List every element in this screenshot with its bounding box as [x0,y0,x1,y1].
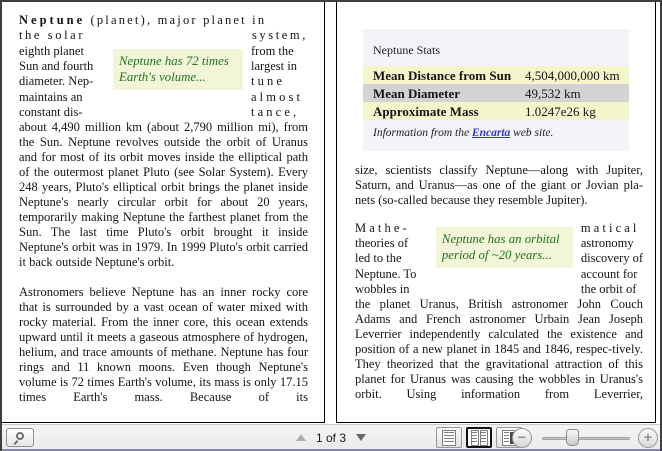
line-fragment: diameter. Nep- [19,74,94,89]
line-fragment: largest in [251,59,297,74]
article-title-word: Neptune [19,13,86,27]
paragraph: about 4,490 million km (about 2,790 million mi), from the Sun. Neptune revolves outside the orbit of Uranus and for most of its orbit moves inside the elliptical path of the outermost planet Pluto (see Solar System). Every 248 years, Pluto's elliptical orbit brings the planet inside Neptune's nearly circular orbit for about 20 years, temporarily making Neptune the farthest planet from the Sun. The last time Pluto's orbit brought it inside Neptune's orbit was in 1979. In 1999 Pluto's orbit carried it back outside Neptune's orbit. [19,120,308,270]
justified-line [19,28,308,43]
line-fragment: the orbit of [580,281,637,296]
line-fragment: the solar [19,28,86,42]
line-fragment: system, [251,28,308,42]
caption-text: Information from the [373,127,472,139]
paragraph: the planet Uranus, British astronomer John Couch Adams and French astronomer Urbain Jean Joseph Leverrier independently calculated the existence and position of a new planet in 1845 and 1846, respec-tively. They theorized that the gravitational attraction of this planet for Uranus was causing the wobbles in Uranus's orbit. Using information from Leverrier, [355,297,643,402]
single-page-view-button[interactable] [436,427,462,448]
text-wrap-region [19,44,308,120]
two-page-icon [471,430,488,446]
stats-label: Mean Distance from Sun [373,67,512,83]
zoom-slider-thumb[interactable] [566,429,579,446]
previous-page-icon[interactable] [296,434,306,441]
stats-caption [373,126,629,141]
line-fragment: maintains an [19,89,83,104]
stats-row [363,84,629,102]
first-line-rest: (planet), major planet in [85,13,267,27]
line-fragment: account for [580,266,638,281]
line-fragment: eighth planet [19,44,84,58]
search-button[interactable] [6,428,34,447]
status-bar [2,424,660,451]
line-fragment: constant dis- [19,104,83,119]
zoom-slider-track[interactable] [542,437,630,440]
line-fragment: led to the [355,251,402,266]
zoom-out-button[interactable]: − [512,428,532,448]
line-fragment: theories of [355,236,409,251]
two-page-view-button[interactable] [466,427,492,448]
wrap-column-right [581,221,643,297]
paragraph: Astronomers believe Neptune has an inner rocky core that is surrounded by a vast ocean of water mixed with rocky material. From the inner core, this ocean extends upward until it meets a gaseous atmosphere of hydrogen, helium, and trace amounts of methane. Neptune has four rings and 11 known moons. Even though Neptune's volume is 72 times Earth's volume, its mass is only 17.15 times Earth's mass. Because of its [19,285,308,405]
pull-quote: Neptune has 72 times Earth's volume... [113,49,243,90]
line-fragment: Neptune. To [355,266,417,281]
paragraph-spacer [19,270,308,285]
stats-row [363,102,629,120]
magnifier-handle-icon [14,440,19,445]
line-fragment: wobbles in [355,281,410,296]
line-fragment: discovery of [580,251,643,266]
line-fragment: a l m o s t [251,89,300,104]
stats-label: Approximate Mass [373,103,479,119]
stats-row [363,66,629,84]
line-fragment: Sun and fourth [19,59,94,74]
zoom-control [510,427,660,449]
wrap-column-left [355,221,432,297]
text-wrap-region [355,221,643,297]
single-page-icon [442,430,456,446]
line-fragment: astronomy [580,236,634,251]
line-fragment: t a n c e , [251,104,297,119]
stats-value: 4,504,000,000 km [525,67,620,83]
magnifier-icon [16,432,24,440]
caption-text: web site. [510,127,554,139]
zoom-in-button[interactable]: + [638,428,658,448]
stats-title: Neptune Stats [373,43,440,57]
next-page-icon[interactable] [356,434,366,441]
wrap-column-right [251,44,308,120]
wrap-column-left [19,44,109,120]
paragraph: size, scientists classify Neptune—along with Jupiter, Saturn, and Uranus—as one of the giant or Jovian pla-nets (so-called because they resemble Jupiter). [355,163,643,207]
page-left [2,2,325,423]
stats-value: 49,532 km [525,85,581,101]
line-fragment: m a t i c a l [580,221,637,235]
page-navigation [296,425,366,450]
stats-panel [363,29,629,151]
line-fragment: from the [251,44,294,58]
stats-value: 1.0247e26 kg [525,103,596,119]
pull-quote: Neptune has an orbital period of ~20 years... [436,227,573,268]
stats-label: Mean Diameter [373,85,460,101]
article-first-line [19,13,308,28]
line-fragment: M a t h e - [355,221,407,235]
page-right [336,2,656,423]
page-indicator: 1 of 3 [315,430,347,445]
line-fragment: t u n e [251,74,282,89]
encarta-link[interactable]: Encarta [471,127,511,139]
